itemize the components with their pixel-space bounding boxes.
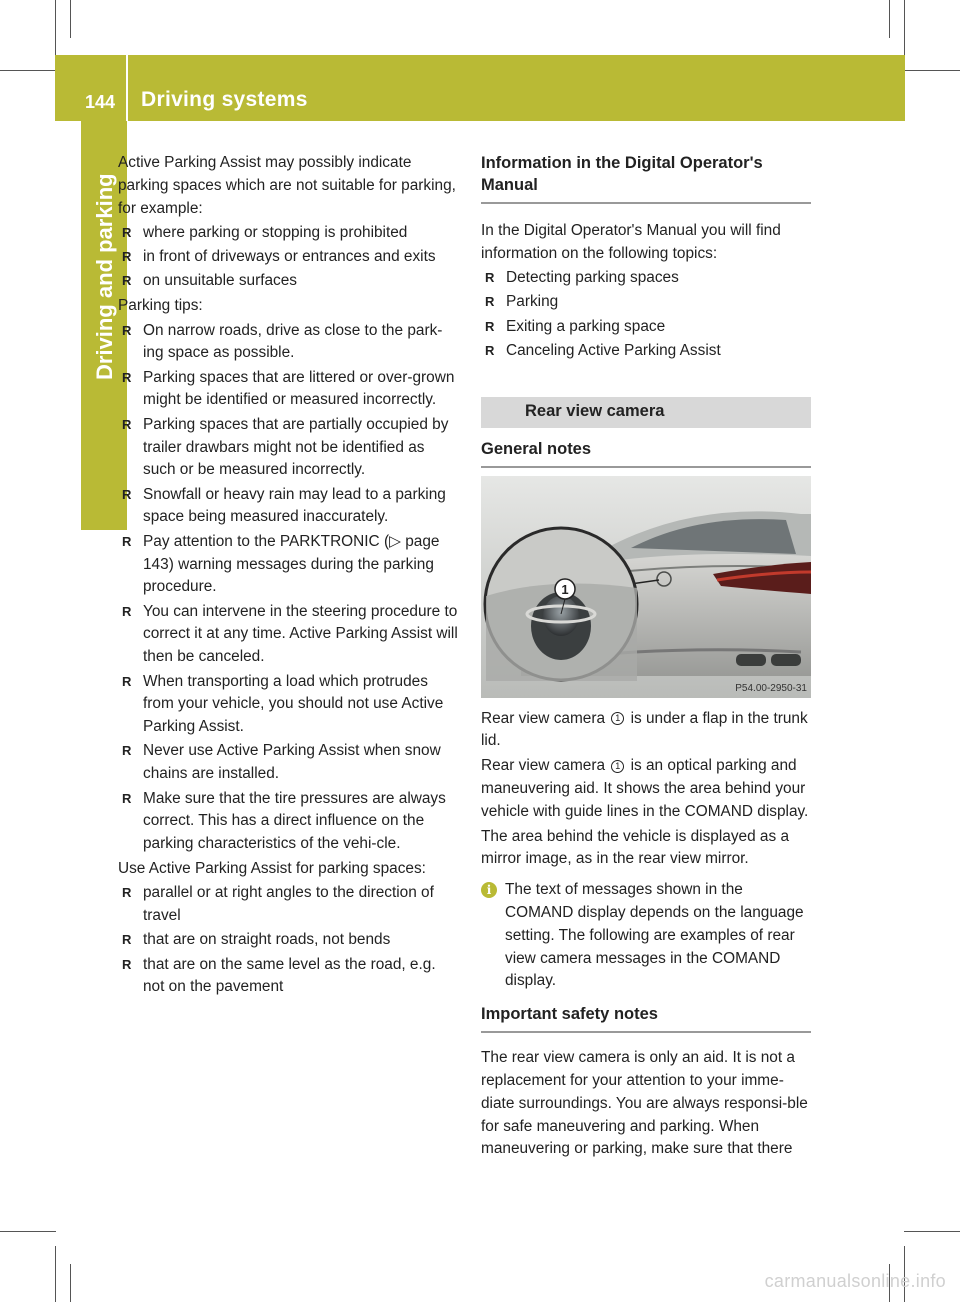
- list-item: R parallel or at right angles to the direction of travel: [118, 882, 460, 928]
- left-column: [118, 152, 460, 999]
- list-item: R Make sure that the tire pressures are always correct. This has a direct influence on the parking characteristics of the vehi-cle.: [118, 788, 460, 856]
- info-note: [481, 879, 811, 993]
- crop-mark: [889, 0, 890, 38]
- use-heading: Use Active Parking Assist for parking spaces:: [118, 859, 426, 877]
- text-run: is under a flap in the trunk lid.: [481, 709, 808, 750]
- parktronic-text-end: warning messages during the parking procedure.: [143, 555, 434, 596]
- watermark: carmanualsonline.info: [764, 1271, 946, 1291]
- list-item: R On narrow roads, drive as close to the park-ing space as possible.: [118, 320, 460, 366]
- crop-mark: [55, 0, 56, 56]
- crop-mark: [904, 0, 905, 56]
- chapter-tab-label: Driving and parking: [92, 173, 117, 380]
- list-item: R Never use Active Parking Assist when snow chains are installed.: [118, 740, 460, 786]
- intro-paragraph: Active Parking Assist may possibly indicate parking spaces which are not suitable for parking, for example:: [118, 154, 456, 217]
- info-intro: In the Digital Operator's Manual you will find information on the following topics:: [481, 222, 781, 262]
- list-item: R Parking spaces that are partially occupied by trailer drawbars might not be identified as such or be measured incorrectly.: [118, 414, 460, 482]
- figure-code: P54.00-2950-31: [735, 682, 807, 694]
- mirror-paragraph: The area behind the vehicle is displayed as a mirror image, as in the rear view mirror.: [481, 827, 790, 868]
- list-item: R on unsuitable surfaces: [118, 270, 460, 293]
- crop-mark: [904, 1231, 960, 1232]
- text-run: Rear view camera: [481, 757, 606, 775]
- page-reference-link[interactable]: page 143: [143, 532, 440, 573]
- list-item: R that are on straight roads, not bends: [118, 929, 460, 952]
- info-note-text: The text of messages shown in the COMAND display depends on the language setting. The following are examples of rear view camera messages in the COMAND display.: [505, 881, 804, 990]
- crop-mark: [904, 70, 960, 71]
- list-item: R Exiting a parking space: [481, 316, 811, 339]
- camera-paragraph: [481, 708, 811, 754]
- crop-mark: [70, 0, 71, 38]
- crop-mark: [70, 1264, 71, 1302]
- rear-camera-figure: [481, 476, 811, 698]
- text-run: is an optical parking and maneuvering aid. It shows the area behind your vehicle with guide lines in the COMAND display.: [481, 757, 809, 820]
- crop-mark: [0, 1231, 56, 1232]
- list-item: R When transporting a load which protrudes from your vehicle, you should not use Active Parking Assist.: [118, 671, 460, 739]
- list-item: R Pay attention to the PARKTRONIC (▷ page 143) warning messages during the parking procedure.: [118, 531, 460, 599]
- crop-mark: [55, 1246, 56, 1302]
- tips-heading: Parking tips:: [118, 297, 203, 315]
- text-run: Rear view camera: [481, 709, 606, 727]
- info-heading: Information in the Digital Operator's Manual: [481, 152, 811, 204]
- parktronic-text: Pay attention to the PARKTRONIC: [143, 532, 380, 550]
- header-separator: [126, 55, 128, 121]
- car-rear-illustration: [481, 476, 811, 698]
- crop-mark: [0, 70, 56, 71]
- list-item: R in front of driveways or entrances and exits: [118, 246, 460, 269]
- section-title: Driving systems: [141, 88, 308, 111]
- list-item: R Parking spaces that are littered or over-grown might be identified or measured incorrectly.: [118, 367, 460, 413]
- list-item: R Snowfall or heavy rain may lead to a parking space being measured inaccurately.: [118, 484, 460, 530]
- safety-paragraph: The rear view camera is only an aid. It is not a replacement for your attention to your imme-diate surroundings. You are always responsi-ble for safe maneuvering and parking. When maneuvering or parking, make sure that there: [481, 1049, 808, 1158]
- page-number: 144: [85, 92, 116, 112]
- info-icon: i: [481, 882, 497, 898]
- list-item: R Parking: [481, 291, 811, 314]
- list-item: R You can intervene in the steering procedure to correct it at any time. Active Parking Assist will then be canceled.: [118, 601, 460, 669]
- callout-marker-icon: 1: [611, 712, 624, 725]
- section-heading-bar: Rear view camera: [481, 397, 811, 428]
- list-item: R Canceling Active Parking Assist: [481, 340, 811, 363]
- safety-heading: Important safety notes: [481, 1003, 811, 1033]
- list-item: R where parking or stopping is prohibited: [118, 222, 460, 245]
- list-item: R that are on the same level as the road, e.g. not on the pavement: [118, 954, 460, 1000]
- figure-callout: 1: [561, 581, 569, 597]
- right-column: [481, 152, 811, 1161]
- list-item: R Detecting parking spaces: [481, 267, 811, 290]
- callout-marker-icon: 1: [611, 760, 624, 773]
- page-ref-arrow-icon: ▷: [389, 532, 401, 550]
- camera-paragraph: [481, 755, 811, 823]
- general-notes-heading: General notes: [481, 438, 811, 468]
